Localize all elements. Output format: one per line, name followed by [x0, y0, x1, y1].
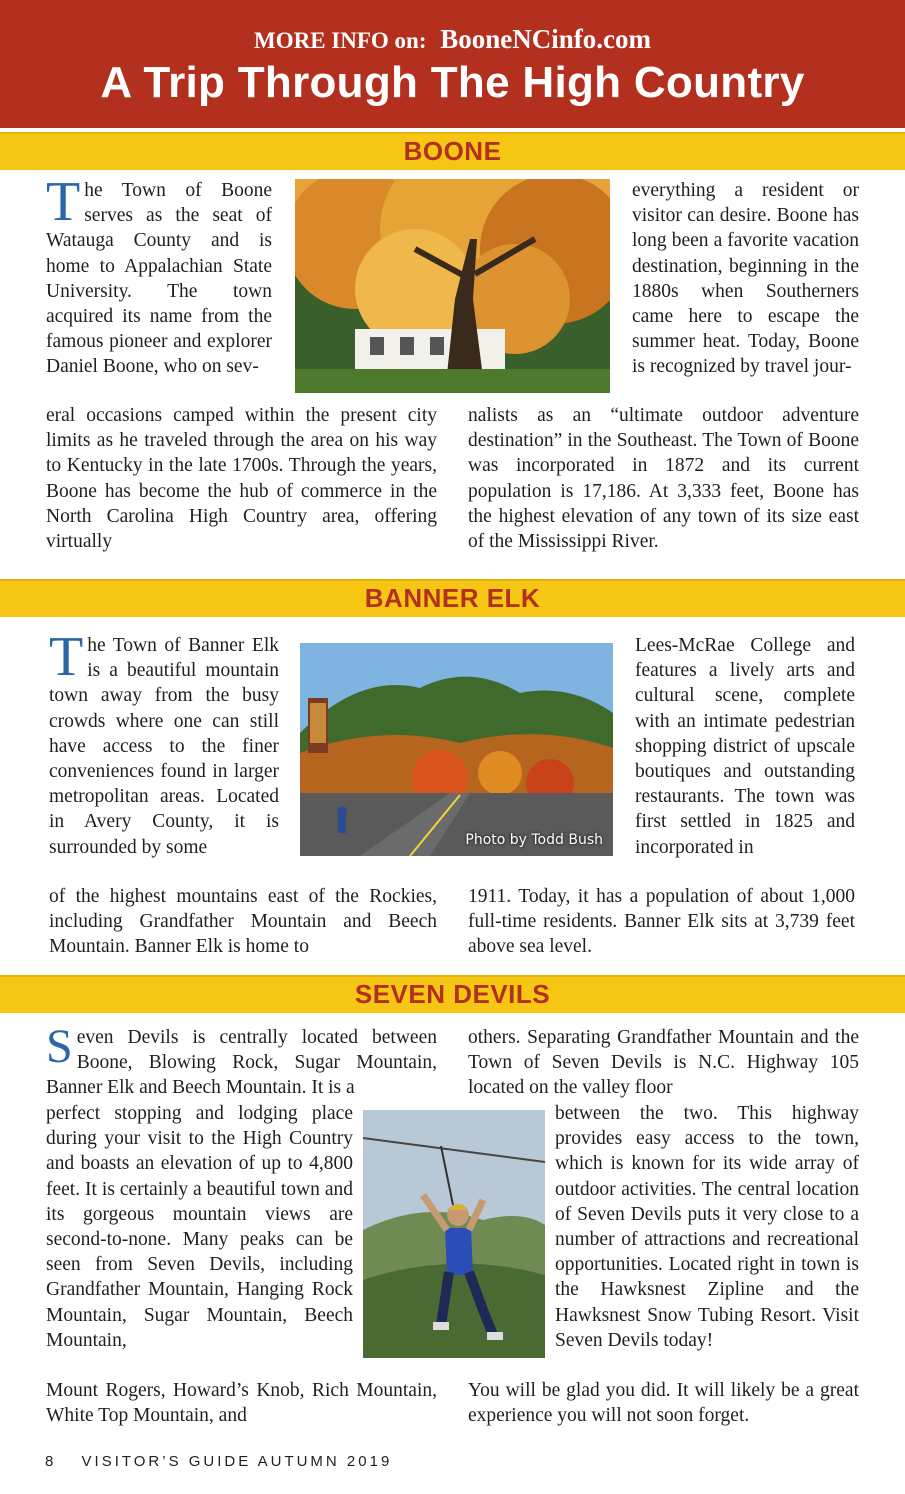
seven-devils-dropcap: S: [46, 1020, 73, 1073]
banner-elk-text-right-full: 1911. Today, it has a population of about 1,000 full-time residents. Banner Elk sits at 3,739 feet above sea level.: [468, 886, 855, 958]
seven-devils-text-right-top: others. Separating Grandfather Mountain and the Town of Seven Devils is N.C. Highway 105 located on the valley floor: [468, 1027, 859, 1099]
more-info-line: [0, 24, 905, 55]
boone-text-right-full: nalists as an “ultimate outdoor adventure destination” in the Southeast. The Town of Boone was incorporated in 1872 and its current population is 17,186. At 3,333 feet, Boone has the highest elevation of any town of its size east of the Mississippi River.: [468, 405, 859, 553]
section-heading-boone: [0, 132, 905, 170]
seven-devils-text-left-wrap: perfect stopping and lodging place during your visit to the High Country and boasts an elevation of up to 4,800 feet. It is certainly a beautiful town and its gorgeous mountain views are second-to-none. Many peaks can be seen from Seven Devils, including Grandfather Mountain, Hanging Rock Mountain, Sugar Mountain, Beech Mountain,: [46, 1103, 353, 1351]
page-footer: [45, 1453, 392, 1470]
banner-elk-text-left-wrap: The Town of Banner Elk is a beautiful mountain town away from the busy crowds where one can still have access to the finer conveniences found in larger metropolitan areas. Located in Avery County, it is surrounded by some: [49, 626, 279, 858]
boone-text-left-wrap: The Town of Boone serves as the seat of Watauga County and is home to Appalachian State University. The town acquired its name from the famous pioneer and explorer Daniel Boone, who on sev-: [46, 171, 272, 378]
boone-text-right-wrap: everything a resident or visitor can desire. Boone has long been a favorite vacation destination, beginning in the 1880s when Southerners came here to escape the summer heat. Today, Boone is recognized by travel jour-: [632, 180, 859, 378]
more-info-label: MORE INFO on:: [254, 28, 427, 53]
boone-heading: BOONE: [403, 136, 502, 166]
zipline-rider-photo: [363, 1110, 545, 1358]
more-info-url[interactable]: BooneNCinfo.com: [440, 24, 651, 54]
banner-elk-text-left-full: of the highest mountains east of the Rockies, including Grandfather Mountain and Beech Mountain. Banner Elk is home to: [49, 886, 437, 958]
boone-text-left-full: eral occasions camped within the present city limits as he traveled through the area on his way to Kentucky in the late 1700s. Through the years, Boone has become the hub of commerce in the North Carolina High Country area, offering virtually: [46, 405, 437, 553]
section-heading-banner-elk: [0, 579, 905, 617]
banner-elk-text-right-wrap: Lees-McRae College and features a lively arts and cultural scene, complete with an intimate pedestrian shopping district of upscale boutiques and outstanding restaurants. The town was first settled in 1825 and incorporated in: [635, 635, 855, 858]
banner-elk-street-photo: [300, 643, 613, 856]
page-header: [0, 0, 905, 128]
seven-devils-heading: SEVEN DEVILS: [354, 979, 551, 1009]
section-heading-seven-devils: [0, 975, 905, 1013]
banner-elk-dropcap: T: [49, 626, 84, 688]
page-number: 8: [45, 1453, 57, 1470]
seven-devils-text-right-wrap: between the two. This highway provides easy access to the town, which is known for its wide array of outdoor activities. The central location of Seven Devils puts it very close to a number of attractions and recreational opportunities. Located right in town is the Hawksnest Zipline and the Hawksnest Snow Tubing Resort. Visit Seven Devils today!: [555, 1103, 859, 1351]
page-title: A Trip Through The High Country: [100, 58, 805, 107]
boone-dropcap: T: [46, 171, 81, 233]
photo-credit: Photo by Todd Bush: [465, 832, 603, 848]
banner-elk-heading: BANNER ELK: [364, 583, 541, 613]
seven-devils-text-left-full: Mount Rogers, Howard’s Knob, Rich Mountain, White Top Mountain, and: [46, 1380, 437, 1427]
seven-devils-text-right-full: You will be glad you did. It will likely be a great experience you will not soon forget.: [468, 1380, 859, 1427]
boone-autumn-tree-photo: [295, 179, 610, 393]
seven-devils-text-left-top: Seven Devils is centrally located between Boone, Blowing Rock, Sugar Mountain, Banner Elk and Beech Mountain. It is a: [46, 1020, 437, 1099]
publication-title: VISITOR’S GUIDE AUTUMN 2019: [81, 1453, 393, 1470]
